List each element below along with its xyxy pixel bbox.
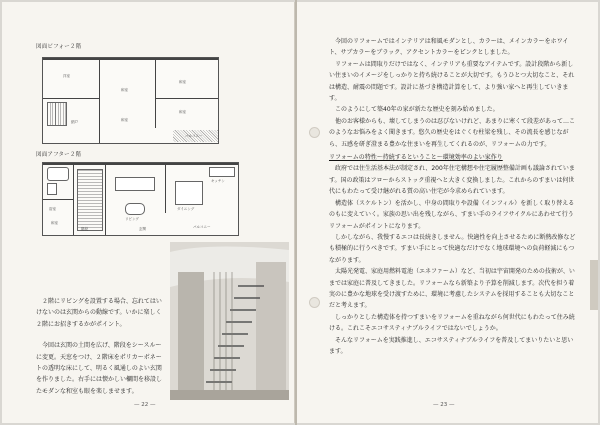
left-page [2, 2, 295, 423]
page-number-right: — 23 — [433, 402, 455, 408]
room-label: 和室 [179, 80, 186, 84]
room-label: 和室 [179, 110, 186, 114]
room-label: リビング [125, 217, 139, 221]
room-label: 和室 [121, 88, 128, 92]
paragraph: 今回のリフォームではインテリアは和風モダンとし、カラーは、メインカラーをホワイト、サブカラーをブラック、アクセントカラーをピンクとしました。 [329, 38, 569, 57]
page-edge-tab [590, 260, 598, 310]
room-label: キッチン [211, 179, 225, 183]
paragraph: そんなリフォームを実践推進し、エコサスティナブルライフを普及してまいりたいと思います。 [329, 336, 574, 355]
room-label: 洋室 [63, 74, 70, 78]
page-number-left: — 22 — [134, 402, 156, 408]
room-label: バルコニー [193, 225, 211, 229]
room-label: 納戸 [71, 120, 78, 124]
room-label: ダイニング [177, 207, 195, 211]
right-page [297, 2, 598, 423]
paragraph: しかしながら、我慢するエコは長続きしません。快適性を向上させるために断熱改修なども積極的に行うべきです。すまい手にとって快適なだけでなく地球環境への負荷軽減にもつながります。 [329, 233, 576, 264]
room-label: 玄関 [139, 227, 146, 231]
room-label: 浴室 [49, 207, 56, 211]
left-body-text [36, 296, 164, 397]
paragraph: 太陽光発電、家庭用燃料電池（エネファーム）など、当初は宇宙開発のための技術が、いまでは家庭に普及してきました。リフォームなら新築より予算を削減します。次代を担う着実のに豊かな地球を受け渡すために、環境に考慮したシステムを採用することも大切なことだと考えます。 [329, 268, 575, 310]
floor-plan-after [42, 162, 239, 236]
caption-plan-before: 図面ビフォー２階 [36, 44, 82, 50]
room-label: バルコニー [185, 134, 203, 138]
section-heading: リフォームの特性～持続するということ～環境効率のよい家作り [329, 154, 503, 162]
room-label: 和室 [121, 118, 128, 122]
stair-photo-illustration [170, 242, 289, 400]
paragraph: しっかりとした構造体を持つすまいをリフォームを重ねながら何世代にもわたって住み続ける。これこそエコサスティナブルライフではないでしょうか。 [329, 313, 575, 333]
interior-stair-photo [170, 242, 289, 400]
punch-hole [309, 297, 320, 308]
right-body-text [329, 36, 579, 357]
room-label: 階段 [81, 227, 88, 231]
paragraph: 今回は玄関の土間を広げ、階段をシースルーに変更。天窓をつけ、２階床をポリカーボネートの透明な床にして、明るく風通しのよい玄関を作りました。右手には懐かしい欄間を移設したモダンな和室も眼を楽しませます。 [36, 342, 163, 395]
paragraph: リフォームは間取りだけではなく、インテリアも重要なアイテムです。設計段階から新しい住まいのイメージをしっかりと持ち続けることが大切です。もうひとつ大切なこと、それは構造、耐震の問題です。設計に基づき構造計算をして、より強い家へと再生していきます。 [329, 60, 575, 103]
caption-plan-after: 図面アフター２階 [36, 152, 82, 158]
paragraph: ２階にリビングを設置する場合、忘れてはいけないのは玄関からの動線です。いかに楽しく２階にお招きするかがポイント。 [36, 298, 162, 328]
floor-plan-before [42, 57, 219, 144]
paragraph: 他のお客様からも、壊してしまうのは忍びないけれど、あまりに寒くて段差があって…このようなお悩みをよく聞きます。悠久の歴史をはぐくむ柱梁を残し、その流長を感じながら、五感を研ぎ澄まる豊かな住まいを再生してくれるのが、リフォームの力です。 [329, 117, 575, 148]
punch-hole [309, 127, 320, 138]
paragraph: このようにして築40年の家が新たな歴史を刻み始めました。 [335, 106, 499, 114]
paragraph: 構造体（スケルトン）を活かし、中身の間取りや設備（インフィル）を新しく取り替えるのもに変えていく。家族の思い出を残しながら、すまい手のライフサイクルにあわせて行うリフォームがポイントになります。 [329, 199, 575, 230]
room-label: 和室 [51, 221, 58, 225]
paragraph: 政府では住生活基本法が制定され、200年住宅構想や住宅履歴整備計画も議論されています。国の政策はフローからストック重視へと大きく変換しました。これからのすまいは何世代にもわたって受け継がれる質の高い住宅が今求められています。 [329, 165, 575, 196]
